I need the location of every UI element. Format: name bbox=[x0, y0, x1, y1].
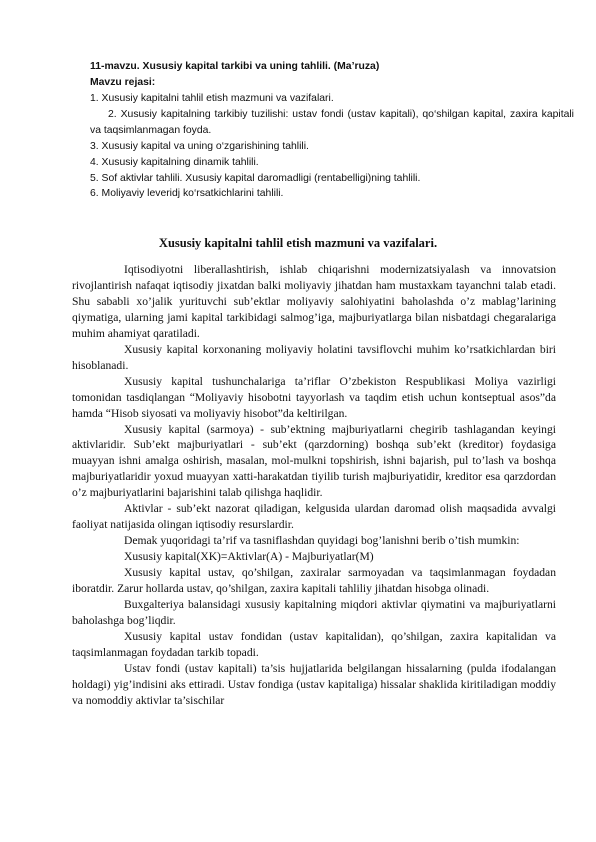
plan-heading: Mavzu rejasi: bbox=[90, 77, 156, 88]
plan-list bbox=[90, 91, 574, 202]
plan-item: 6. Moliyaviy leveridj ko‘rsatkichlarini tahlili. bbox=[90, 188, 284, 200]
formula: Xususiy kapital(XK)=Aktivlar(A) - Majburiyatlar(M) bbox=[124, 550, 374, 564]
paragraph: Demak yuqoridagi ta’rif va tasniflashdan quyidagi bog’lanishni berib o’tish mumkin: bbox=[124, 534, 520, 548]
paragraph: Xususiy kapital ustav fondidan (ustav kapitalidan), qo’shilgan, zaxira kapitalidan va taqsimlanmagan foydadan tarkib topadi. bbox=[72, 629, 556, 659]
plan-item: 1. Xususiy kapitalni tahlil etish mazmuni va vazifalari. bbox=[90, 93, 334, 104]
lecture-title: 11-mavzu. Xususiy kapital tarkibi va uning tahlili. (Ma’ruza) bbox=[90, 61, 380, 72]
plan-item: 5. Sof aktivlar tahlili. Xususiy kapital daromadligi (rentabelligi)ning tahlili. bbox=[90, 172, 421, 184]
paragraph: Buxgalteriya balansidagi xususiy kapitalning miqdori aktivlar qiymatini va majburiyatlarni baholashga bog’liqdir. bbox=[72, 598, 556, 627]
plan-item: 3. Xususiy kapital va uning o‘zgarishining tahlili. bbox=[90, 140, 309, 152]
paragraph: Xususiy kapital korxonaning moliyaviy holatini tavsiflovchi muhim ko’rsatkichlardan biri hisoblanadi. bbox=[72, 342, 556, 372]
plan-item: 2. Xususiy kapitalning tarkibiy tuzilishi: ustav fondi (ustav kapitali), qo‘shilgan kapital, zaxira kapitali va taqsimlanmagan foyda. bbox=[90, 108, 574, 136]
paragraph: Aktivlar - sub’ekt nazorat qiladigan, kelgusida ulardan daromad olish maqsadida avvalgi faoliyat natijasida olingan iqtisodiy resurslardir. bbox=[72, 502, 556, 532]
section-title: Xususiy kapitalni tahlil etish mazmuni va vazifalari. bbox=[158, 236, 438, 250]
paragraph: Xususiy kapital (sarmoya) - sub’ektning majburiyatlarni chegirib tashlagandan keyingi aktivlaridir. Sub’ekt majburiyatlari - sub’ekt (qarzdorning) boshqa sub’ekt (kreditor) foydasiga muayyan ishni amalga oshirish, masalan, mol-mulkni topshirish, ishni bajarish, pul to’lash va boshqa majburiyatlaridir yoxud muayyan xatti-harakatdan tiyilib turish majburiyatidir, kreditor esa qarzdordan o’z majburiyatlarini bajarishini talab qilishga haqlidir. bbox=[72, 422, 556, 500]
paragraph: Ustav fondi (ustav kapitali) ta’sis hujjatlarida belgilangan hissalarning (pulda ifodalangan holdagi) yig’indisini aks ettiradi. Ustav fondiga (ustav kapitaliga) hissalar shaklida kiritiladigan moddiy va nomoddiy aktivlar ta’sischilar bbox=[72, 661, 556, 707]
paragraph: Xususiy kapital tushunchalariga ta’riflar O’zbekiston Respublikasi Moliya vazirligi tomonidan tasdiqlangan “Moliyaviy hisobotni tayyorlash va taqdim etish uchun kontseptual asos”da hamda “Hisob siyosati va moliyaviy hisobot”da keltirilgan. bbox=[72, 374, 556, 420]
paragraph: Xususiy kapital ustav, qo’shilgan, zaxiralar sarmoyadan va taqsimlanmagan foydadan iboratdir. Zarur hollarda ustav, qo’shilgan, zaxira kapitali tahliliy jihatdan hisobga olinadi. bbox=[72, 566, 556, 596]
paragraph: Iqtisodiyotni liberallashtirish, ishlab chiqarishni modernizatsiyalash va innovatsion rivojlantirish nafaqat iqtisodiy jixatdan balki moliyaviy jihatdan ham mustaxkam tayanchni talab etadi. Shu sababli xo’jalik yurituvchi sub’ektlar moliyaviy salohiyatini baholashda o’z mablag’larining qiymatiga, ularning jami kapital tarkibidagi salmog’iga, majburiyatlarga bilan nisbatdagi chegaralariga muhim ahamiyat qaratiladi. bbox=[72, 263, 556, 340]
body-text bbox=[72, 262, 556, 709]
plan-item: 4. Xususiy kapitalning dinamik tahlili. bbox=[90, 156, 259, 168]
